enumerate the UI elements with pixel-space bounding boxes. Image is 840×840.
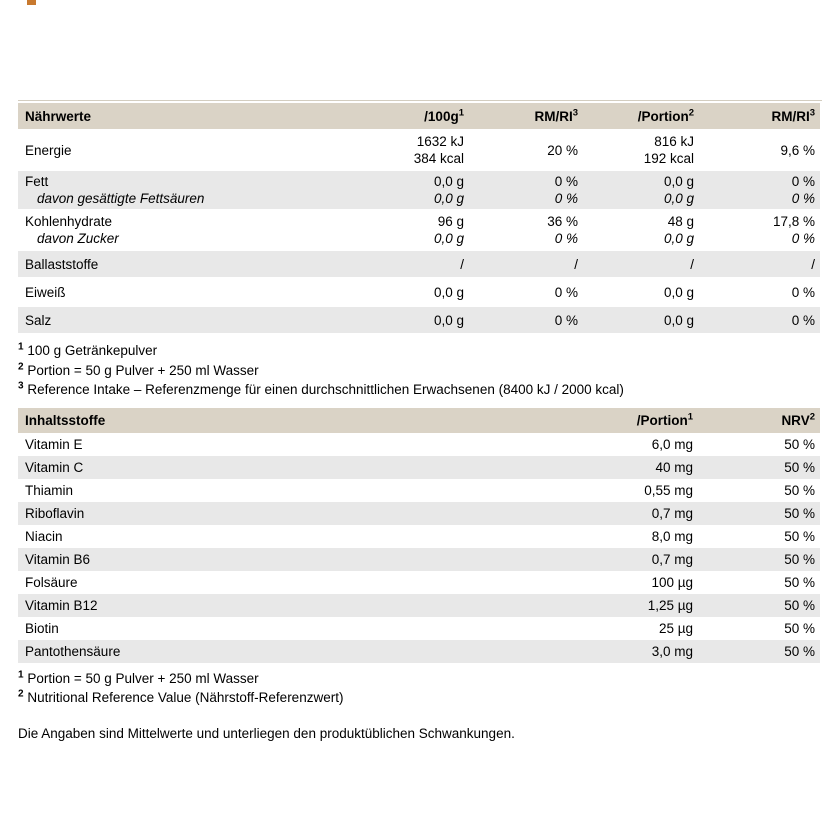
nutrient-value-cell [598,211,716,249]
col-header-sup: 1 [458,107,464,118]
nutrient-value-cell [598,279,716,305]
nutrient-value: 192 kcal [643,151,694,166]
nutrient-value-cell [480,211,598,249]
nutrient-value: 9,6 % [780,142,815,158]
ingredient-portion-value: 0,55 mg [644,482,693,498]
ingredient-portion-cell [500,594,700,617]
ingredient-portion-cell [500,456,700,479]
nutrient-label: Salz [25,312,52,328]
ingredient-nrv-value: 50 % [784,482,815,498]
ingredients-footnote-line: $^2$ Nutritional Reference Value (Nährstoff-Referenzwert) [18,688,344,705]
nutrient-sublabel: davon Zucker [37,231,119,246]
ingredient-nrv-value: 50 % [784,574,815,590]
ingredient-nrv-value: 50 % [784,505,815,521]
ingredients-footnote-line: $^1$ Portion = 50 g Pulver + 250 ml Wasser [18,669,259,686]
nutrient-value-cell [716,211,820,249]
col-header-sup: 3 [809,107,815,118]
footnote-sup: 2 [18,361,24,372]
nutrient-value: 0 % [554,231,578,246]
ingredient-nrv-cell [700,548,820,571]
nutrient-value-cell [598,251,716,277]
ingredient-row [18,617,820,640]
nutrient-value: 0,0 g [433,231,464,246]
nutrient-value-cell [716,307,820,333]
col-header-sup: 1 [687,411,693,422]
nutrient-row [18,131,820,169]
nutrient-value-cell [716,171,820,209]
ingredient-nrv-value: 50 % [784,459,815,475]
ingredient-portion-value: 8,0 mg [651,528,693,544]
ingredient-label-cell [18,594,500,617]
nutrient-label-cell [18,171,362,209]
col-header-portion [500,408,700,433]
ingredient-portion-cell [500,433,700,456]
col-header-per-portion [598,103,716,129]
nutrients-footnote-line: $^1$ 100 g Getränkepulver [18,341,158,358]
nutrient-value: 0 % [791,231,815,246]
col-header-per-100g [362,103,480,129]
ingredient-nrv-cell [700,571,820,594]
top-edge-artifact [27,0,36,5]
col-header-rm-ri-100g [480,103,598,129]
nutrient-label: Kohlenhydrate [25,214,113,229]
ingredient-nrv-value: 50 % [784,551,815,567]
nutrient-row [18,211,820,249]
nutrient-value-cell [598,171,716,209]
ingredient-nrv-value: 50 % [784,597,815,613]
ingredients-title: Inhaltsstoffe [18,408,500,433]
nutrient-value: 0,0 g [663,174,694,189]
ingredient-label-cell [18,502,500,525]
ingredient-row [18,640,820,663]
nutrients-title: Nährwerte [18,103,362,129]
nutrient-value: 48 g [667,214,694,229]
nutrient-value: 36 % [547,214,578,229]
nutrient-value: 0 % [554,174,578,189]
ingredient-portion-value: 6,0 mg [651,436,693,452]
ingredient-row [18,525,820,548]
nutrient-label: Energie [25,142,72,158]
ingredient-label: Vitamin E [25,436,83,452]
nutrient-value-cell [716,131,820,169]
ingredient-nrv-cell [700,479,820,502]
nutrient-label-cell [18,131,362,169]
nutrients-table [18,101,820,335]
ingredient-label: Vitamin B12 [25,597,98,613]
ingredient-label: Pantothensäure [25,643,121,659]
ingredient-portion-value: 0,7 mg [651,505,693,521]
nutrient-value: 1632 kJ [416,134,464,149]
nutrient-value-cell [362,131,480,169]
ingredient-nrv-value: 50 % [784,436,815,452]
nutrient-value: 0 % [554,191,578,206]
nutrient-value-cell [716,251,820,277]
nutrient-value-cell [362,171,480,209]
ingredient-row [18,479,820,502]
col-header-sup: 2 [809,411,815,422]
ingredient-portion-value: 3,0 mg [651,643,693,659]
footnote-sup: 1 [18,341,24,353]
nutrient-row [18,251,820,277]
ingredient-label-cell [18,548,500,571]
nutrient-value-cell [480,279,598,305]
footnote-sup: 1 [18,669,24,680]
ingredient-label: Vitamin B6 [25,551,91,567]
ingredient-label-cell [18,571,500,594]
ingredient-label-cell [18,617,500,640]
ingredient-label: Folsäure [25,574,78,590]
nutrient-value: / [460,256,464,272]
nutrient-value-cell [480,171,598,209]
ingredient-nrv-cell [700,433,820,456]
ingredient-portion-value: 100 µg [651,574,693,590]
ingredients-footnotes [18,669,822,708]
ingredient-label: Vitamin C [25,459,84,475]
nutrient-value-cell [598,307,716,333]
ingredient-portion-value: 0,7 mg [651,551,693,567]
ingredient-label: Biotin [25,620,59,636]
nutrient-value: 0 % [554,312,578,328]
ingredient-portion-cell [500,617,700,640]
ingredient-portion-cell [500,571,700,594]
ingredient-portion-cell [500,479,700,502]
col-header-text: /100g [424,108,459,124]
ingredient-label: Riboflavin [25,505,85,521]
col-header-rm-ri-portion [716,103,820,129]
nutrient-value: 0 % [791,191,815,206]
nutrient-value: 0,0 g [433,312,464,328]
ingredient-nrv-cell [700,640,820,663]
nutrient-value: 0,0 g [433,191,464,206]
nutrient-value-cell [362,211,480,249]
ingredient-label-cell [18,525,500,548]
nutrient-label-cell [18,251,362,277]
nutrient-value: / [811,256,815,272]
variation-note: Die Angaben sind Mittelwerte und unterliegen den produktüblichen Schwankungen. [18,725,515,741]
nutrient-value: 17,8 % [772,214,815,229]
nutrients-footnote-line: $^2$ Portion = 50 g Pulver + 250 ml Wasser [18,361,259,378]
nutrient-value-cell [716,279,820,305]
ingredient-nrv-cell [700,617,820,640]
ingredient-portion-cell [500,640,700,663]
col-header-text: /Portion [636,412,688,428]
nutrient-value-cell [598,131,716,169]
ingredient-row [18,433,820,456]
nutrients-footnotes [18,341,822,400]
nutrient-value: 0 % [791,174,815,189]
ingredient-portion-cell [500,502,700,525]
col-header-text: /Portion [637,108,689,124]
nutrient-value: 0,0 g [663,231,694,246]
ingredient-label-cell [18,640,500,663]
nutrient-value: 816 kJ [654,134,694,149]
col-header-sup: 3 [572,107,578,118]
col-header-text: NRV [781,412,810,428]
nutrient-row [18,279,820,305]
nutrient-label: Fett [25,174,49,189]
nutrient-value: 96 g [437,214,464,229]
nutrient-value: 0,0 g [433,174,464,189]
ingredient-portion-value: 25 µg [658,620,693,636]
ingredient-nrv-value: 50 % [784,620,815,636]
col-header-nrv [700,408,820,433]
nutrient-value: 0 % [791,312,815,328]
nutrient-value-cell [362,251,480,277]
ingredient-nrv-value: 50 % [784,528,815,544]
nutrient-value-cell [480,131,598,169]
footnote-sup: 2 [18,688,24,700]
ingredient-label-cell [18,479,500,502]
nutrients-header-row [18,103,820,129]
nutrient-label: Eiweiß [25,284,66,300]
nutrient-value: / [690,256,694,272]
ingredient-nrv-cell [700,456,820,479]
ingredient-row [18,456,820,479]
ingredient-nrv-cell [700,525,820,548]
nutrient-label: Ballaststoffe [25,256,99,272]
ingredient-row [18,594,820,617]
nutrient-value-cell [480,307,598,333]
ingredients-table [18,408,820,663]
ingredient-portion-value: 40 mg [655,459,693,475]
ingredient-nrv-cell [700,502,820,525]
nutrients-footnote-line: $^3$ Reference Intake – Referenzmenge für einen durchschnittlichen Erwachsenen (8400 kJ / 2000 kcal) [18,380,624,397]
ingredient-row [18,502,820,525]
ingredient-portion-cell [500,525,700,548]
ingredient-nrv-value: 50 % [784,643,815,659]
nutrient-value: 0 % [554,284,578,300]
footnote-sup: 3 [18,380,24,392]
nutrient-value: 0,0 g [663,312,694,328]
nutrient-row [18,307,820,333]
nutrient-value-cell [362,279,480,305]
col-header-text: RM/RI [771,108,810,124]
nutrient-label-cell [18,211,362,249]
ingredient-label-cell [18,456,500,479]
col-header-text: RM/RI [534,108,573,124]
ingredient-row [18,548,820,571]
nutrient-value: 0 % [791,284,815,300]
ingredient-label: Thiamin [25,482,74,498]
ingredient-row [18,571,820,594]
nutrient-value: 384 kcal [413,151,464,166]
nutrient-value: / [574,256,578,272]
nutrient-row [18,171,820,209]
ingredient-portion-cell [500,548,700,571]
nutrient-value-cell [480,251,598,277]
ingredient-label-cell [18,433,500,456]
nutrient-value: 0,0 g [663,191,694,206]
nutrient-value: 20 % [547,142,578,158]
nutrient-sublabel: davon gesättigte Fettsäuren [37,191,205,206]
ingredient-nrv-cell [700,594,820,617]
nutrient-value: 0,0 g [663,284,694,300]
nutrient-value-cell [362,307,480,333]
ingredients-header-row [18,408,820,433]
nutrient-label-cell [18,279,362,305]
col-header-sup: 2 [688,107,694,118]
ingredient-label: Niacin [25,528,63,544]
ingredient-portion-value: 1,25 µg [647,597,693,613]
nutrient-label-cell [18,307,362,333]
nutrient-value: 0,0 g [433,284,464,300]
